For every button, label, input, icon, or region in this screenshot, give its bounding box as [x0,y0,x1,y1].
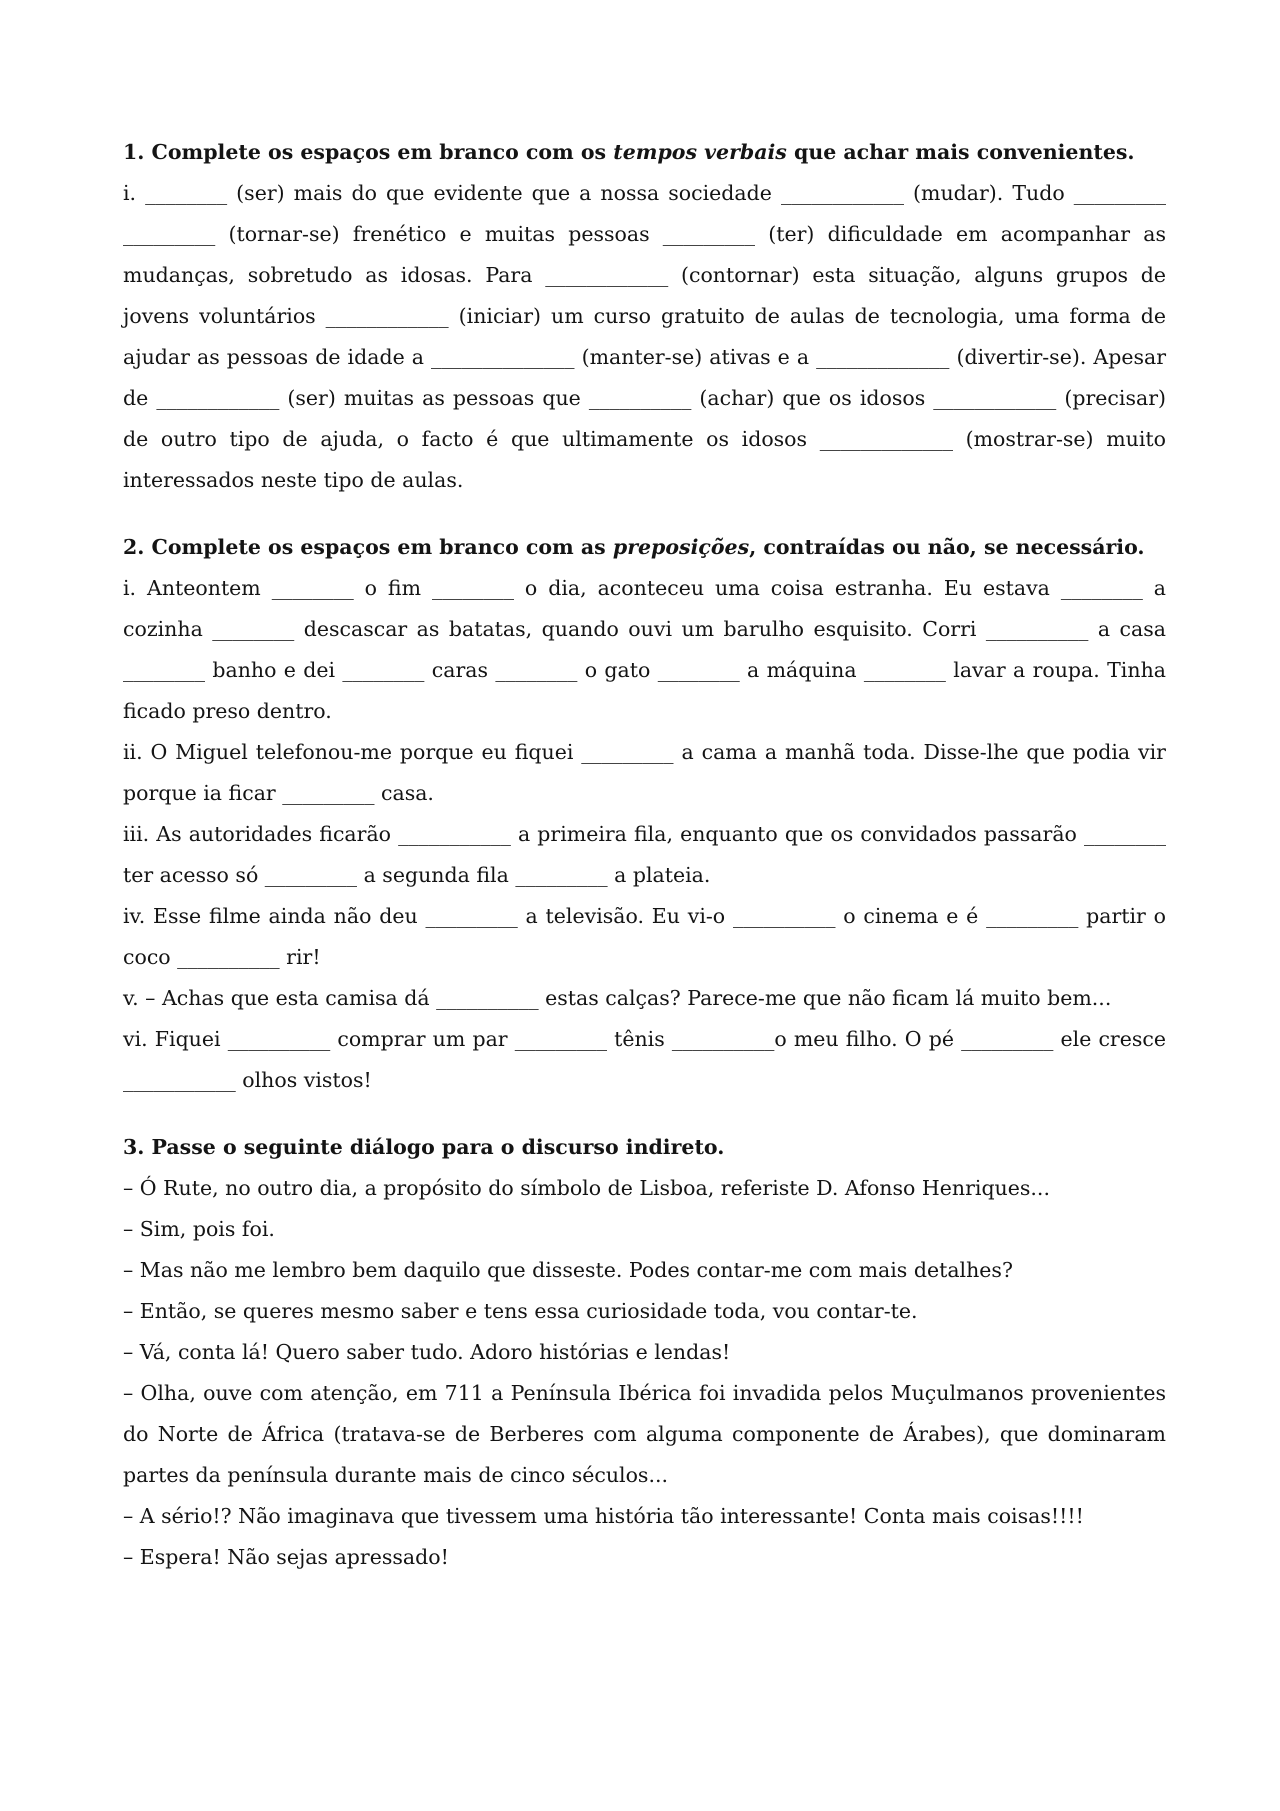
exercise-1-paragraph-i: i. ________ (ser) mais do que evidente que a nossa sociedade ____________ (mudar). Tudo _________ _________ (tornar-se) frenético e muitas pessoas _________ (ter) dificuldade em acompanhar as mudanças, sobretudo as idosas. Para ____________ (contornar) esta situação, alguns grupos de jovens voluntários ____________ (iniciar) um curso gratuito de aulas de tecnologia, uma forma de ajudar as pessoas de idade a ______________ (manter-se) ativas e a _____________ (divertir-se). Apesar de ____________ (ser) muitas as pessoas que __________ (achar) que os idosos ____________ (precisar) de outro tipo de ajuda, o facto é que ultimamente os idosos _____________ (mostrar-se) muito interessados neste tipo de aulas. [123,181,1166,492]
dialogue-line-8: – Espera! Não sejas apressado! [123,1545,449,1569]
exercise-2-title-emphasis: preposições [612,535,750,559]
exercise-3 [123,1127,1166,1578]
worksheet [123,132,1166,1578]
dialogue-line-2: – Sim, pois foi. [123,1217,275,1241]
exercise-2-item-vi: vi. Fiquei __________ comprar um par _________ tênis __________o meu filho. O pé _________ ele cresce ___________ olhos vistos! [123,1027,1166,1092]
dialogue-line-6: – Olha, ouve com atenção, em 711 a Península Ibérica foi invadida pelos Muçulmanos provenientes do Norte de África (tratava-se de Berberes com alguma componente de Árabes), que dominaram partes da península durante mais de cinco séculos... [123,1381,1166,1487]
exercise-1-title-end: que achar mais convenientes. [786,140,1135,164]
exercise-2-item-v: v. – Achas que esta camisa dá __________ estas calças? Parece-me que não ficam lá muito bem... [123,986,1112,1010]
dialogue-line-5: – Vá, conta lá! Quero saber tudo. Adoro histórias e lendas! [123,1340,731,1364]
exercise-1 [123,132,1166,501]
exercise-3-title [123,1127,1166,1168]
dialogue-line-3: – Mas não me lembro bem daquilo que disseste. Podes contar-me com mais detalhes? [123,1258,1013,1282]
exercise-2-title [123,527,1166,568]
exercise-2-title-start: 2. Complete os espaços em branco com as [123,535,613,559]
dialogue-line-1: – Ó Rute, no outro dia, a propósito do símbolo de Lisboa, referiste D. Afonso Henriques... [123,1176,1050,1200]
exercise-3-title-start: 3. Passe o seguinte diálogo para o discurso indireto. [123,1135,725,1159]
exercise-1-title [123,132,1166,173]
exercise-2-title-end: , contraídas ou não, se necessário. [749,535,1145,559]
exercise-2 [123,527,1166,1101]
dialogue-line-4: – Então, se queres mesmo saber e tens essa curiosidade toda, vou contar-te. [123,1299,918,1323]
exercise-1-title-start: 1. Complete os espaços em branco com os [123,140,614,164]
exercise-2-item-iv: iv. Esse filme ainda não deu _________ a televisão. Eu vi-o __________ o cinema e é _________ partir o coco __________ rir! [123,904,1166,969]
exercise-2-item-ii: ii. O Miguel telefonou-me porque eu fiquei _________ a cama a manhã toda. Disse-lhe que podia vir porque ia ficar _________ casa. [123,740,1166,805]
dialogue-line-7: – A sério!? Não imaginava que tivessem uma história tão interessante! Conta mais coisas!!!! [123,1504,1084,1528]
exercise-2-item-iii: iii. As autoridades ficarão ___________ a primeira fila, enquanto que os convidados passarão ________ ter acesso só _________ a segunda fila _________ a plateia. [123,822,1166,887]
exercise-1-title-emphasis: tempos verbais [613,140,787,164]
exercise-2-item-i: i. Anteontem ________ o fim ________ o dia, aconteceu uma coisa estranha. Eu estava ________ a cozinha ________ descascar as batatas, quando ouvi um barulho esquisito. Corri __________ a casa ________ banho e dei ________ caras ________ o gato ________ a máquina ________ lavar a roupa. Tinha ficado preso dentro. [123,576,1166,723]
